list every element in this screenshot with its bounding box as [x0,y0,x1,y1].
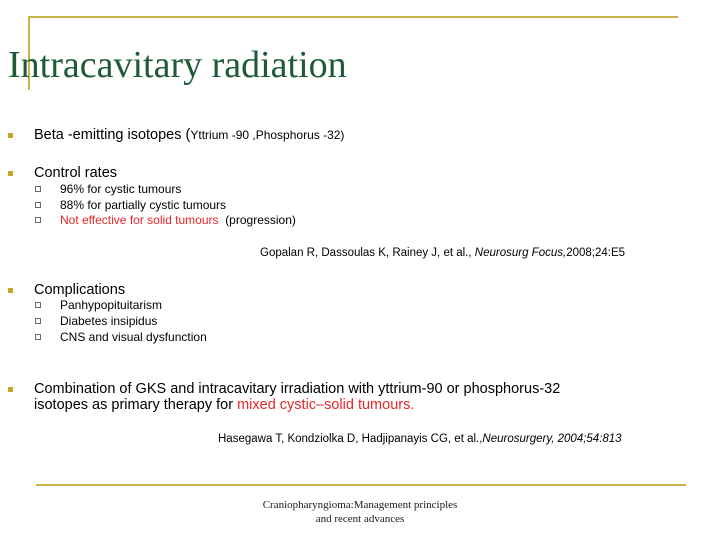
bullet-text: isotopes as primary therapy for [34,397,238,413]
bullet-combination-line2 [34,397,414,414]
bullet-combination-line1: Combination of GKS and intracavitary irradiation with yttrium-90 or phosphorus-32 [34,381,561,397]
footer-line1: Craniopharyngioma:Management principles [262,499,458,511]
bullet-beta-isotopes [34,127,344,144]
hollow-square-bullet-icon [35,334,41,340]
sub-bullet-cns: CNS and visual dysfunction [60,330,207,344]
footer [250,498,470,526]
sub-bullet-diabetes: Diabetes insipidus [60,314,158,328]
hollow-square-bullet-icon [35,186,41,192]
bottom-divider [36,484,686,486]
bullet-control-rates: Control rates [34,165,118,181]
square-bullet-icon [8,133,13,138]
reference-gopalan [260,246,625,260]
sub-bullet-solid [60,213,296,228]
ref-journal: Neurosurgery, 2004;54:813 [482,433,622,445]
slide-title: Intracavitary radiation [8,44,347,86]
reference-hasegawa [218,432,622,446]
bullet-text: Beta -emitting isotopes ( [34,127,191,143]
bullet-complications: Complications [34,282,126,298]
ref-authors: Hasegawa T, Kondziolka D, Hadjipanayis CG, et al., [218,433,483,445]
sub-bullet-panhypopituitarism: Panhypopituitarism [60,298,163,312]
highlight-text: mixed cystic–solid tumours. [237,397,415,413]
ref-authors: Gopalan R, Dassoulas K, Rainey J, et al., [260,247,475,259]
ref-cite: 2008;24:E5 [566,247,626,259]
sub-bullet-cystic: 96% for cystic tumours [60,182,182,196]
hollow-square-bullet-icon [35,217,41,223]
sub-bullet-partially-cystic: 88% for partially cystic tumours [60,198,227,212]
ref-journal: Neurosurg Focus, [474,247,567,259]
footer-line2: and recent advances [315,513,405,525]
sub-bullet-rest: (progression) [225,213,296,227]
square-bullet-icon [8,171,13,176]
hollow-square-bullet-icon [35,318,41,324]
highlight-text: Not effective for solid tumours [60,213,219,227]
square-bullet-icon [8,288,13,293]
square-bullet-icon [8,387,13,392]
hollow-square-bullet-icon [35,202,41,208]
bullet-small-text: Yttrium -90 ,Phosphorus -32) [190,128,345,142]
hollow-square-bullet-icon [35,302,41,308]
top-divider [28,16,678,18]
